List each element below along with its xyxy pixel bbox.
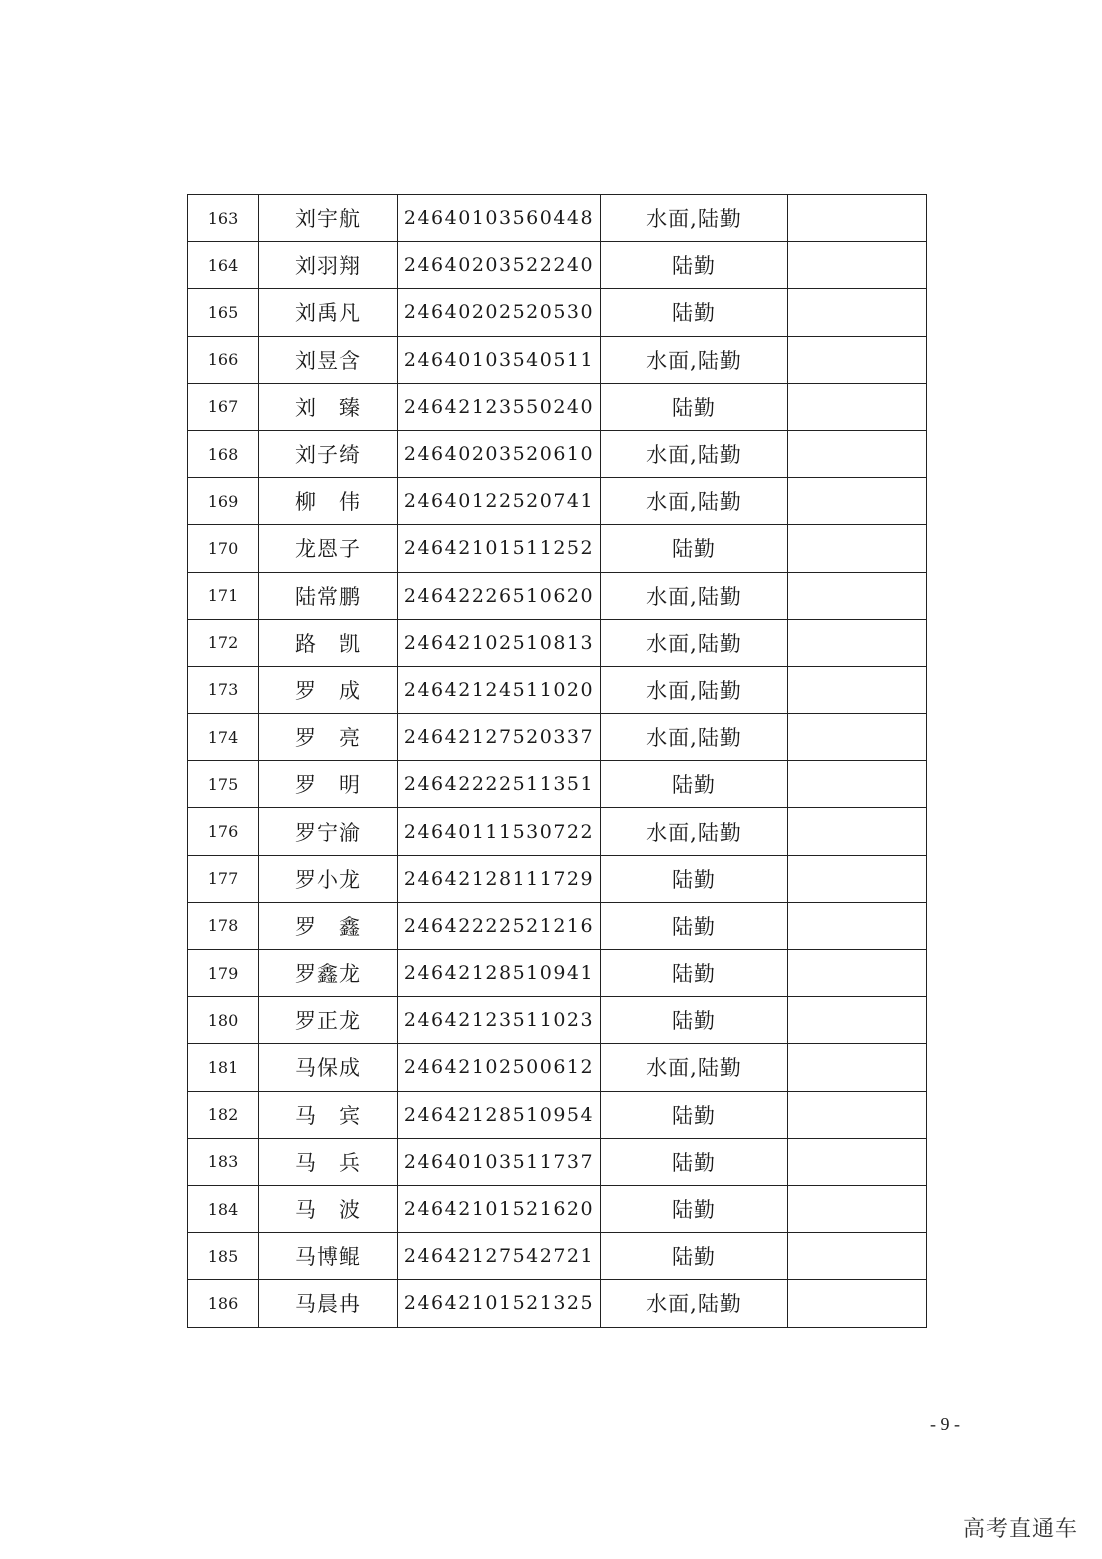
remark xyxy=(788,1044,927,1091)
candidate-id: 24642102510813 xyxy=(398,619,601,666)
candidate-id: 24642128510941 xyxy=(398,950,601,997)
candidate-id: 24642101521325 xyxy=(398,1280,601,1327)
remark xyxy=(788,997,927,1044)
candidate-id: 24642124511020 xyxy=(398,666,601,713)
remark xyxy=(788,1091,927,1138)
candidate-id: 24640203520610 xyxy=(398,430,601,477)
remark xyxy=(788,761,927,808)
category: 水面,陆勤 xyxy=(601,1280,788,1327)
candidate-name: 柳 伟 xyxy=(259,478,398,525)
category: 陆勤 xyxy=(601,997,788,1044)
remark xyxy=(788,902,927,949)
category: 陆勤 xyxy=(601,902,788,949)
candidate-name: 马保成 xyxy=(259,1044,398,1091)
row-number: 183 xyxy=(188,1138,259,1185)
candidate-name: 刘 臻 xyxy=(259,383,398,430)
table-row xyxy=(188,761,927,808)
row-number: 166 xyxy=(188,336,259,383)
row-number: 185 xyxy=(188,1233,259,1280)
table-row xyxy=(188,242,927,289)
remark xyxy=(788,383,927,430)
candidate-table xyxy=(187,194,927,1328)
row-number: 173 xyxy=(188,666,259,713)
table-row xyxy=(188,383,927,430)
category: 陆勤 xyxy=(601,1185,788,1232)
category: 陆勤 xyxy=(601,383,788,430)
row-number: 172 xyxy=(188,619,259,666)
table-row xyxy=(188,619,927,666)
remark xyxy=(788,1280,927,1327)
candidate-id: 24642127520337 xyxy=(398,714,601,761)
candidate-name: 刘子绮 xyxy=(259,430,398,477)
table-row xyxy=(188,1091,927,1138)
candidate-name: 马博鲲 xyxy=(259,1233,398,1280)
category: 水面,陆勤 xyxy=(601,666,788,713)
candidate-name: 马 兵 xyxy=(259,1138,398,1185)
candidate-id: 24640103540511 xyxy=(398,336,601,383)
row-number: 184 xyxy=(188,1185,259,1232)
candidate-id: 24640203522240 xyxy=(398,242,601,289)
candidate-name: 刘昱含 xyxy=(259,336,398,383)
candidate-name: 罗 成 xyxy=(259,666,398,713)
table-row xyxy=(188,525,927,572)
row-number: 179 xyxy=(188,950,259,997)
candidate-name: 马 宾 xyxy=(259,1091,398,1138)
remark xyxy=(788,1138,927,1185)
page-number: - 9 - xyxy=(930,1414,960,1434)
table-row xyxy=(188,1233,927,1280)
candidate-id: 24642102500612 xyxy=(398,1044,601,1091)
remark xyxy=(788,950,927,997)
watermark-text: 高考直通车 xyxy=(963,1517,1079,1542)
category: 水面,陆勤 xyxy=(601,478,788,525)
remark xyxy=(788,572,927,619)
table-row xyxy=(188,1185,927,1232)
row-number: 181 xyxy=(188,1044,259,1091)
category: 水面,陆勤 xyxy=(601,714,788,761)
candidate-name: 路 凯 xyxy=(259,619,398,666)
candidate-id: 24642101521620 xyxy=(398,1185,601,1232)
category: 陆勤 xyxy=(601,1233,788,1280)
candidate-name: 罗 明 xyxy=(259,761,398,808)
category: 陆勤 xyxy=(601,1091,788,1138)
category: 陆勤 xyxy=(601,525,788,572)
candidate-id: 24642222511351 xyxy=(398,761,601,808)
row-number: 164 xyxy=(188,242,259,289)
candidate-table-body xyxy=(188,195,927,1328)
remark xyxy=(788,1233,927,1280)
category: 陆勤 xyxy=(601,1138,788,1185)
candidate-name: 马 波 xyxy=(259,1185,398,1232)
candidate-id: 24642123511023 xyxy=(398,997,601,1044)
row-number: 170 xyxy=(188,525,259,572)
candidate-name: 罗 鑫 xyxy=(259,902,398,949)
category: 水面,陆勤 xyxy=(601,808,788,855)
table-row xyxy=(188,714,927,761)
category: 陆勤 xyxy=(601,950,788,997)
table-row xyxy=(188,1280,927,1327)
candidate-name: 罗宁渝 xyxy=(259,808,398,855)
table-row xyxy=(188,195,927,242)
table-row xyxy=(188,1138,927,1185)
category: 水面,陆勤 xyxy=(601,195,788,242)
remark xyxy=(788,289,927,336)
row-number: 180 xyxy=(188,997,259,1044)
candidate-name: 陆常鹏 xyxy=(259,572,398,619)
remark xyxy=(788,336,927,383)
row-number: 186 xyxy=(188,1280,259,1327)
row-number: 163 xyxy=(188,195,259,242)
category: 陆勤 xyxy=(601,761,788,808)
row-number: 167 xyxy=(188,383,259,430)
remark xyxy=(788,478,927,525)
candidate-id: 24640103560448 xyxy=(398,195,601,242)
remark xyxy=(788,195,927,242)
row-number: 174 xyxy=(188,714,259,761)
row-number: 178 xyxy=(188,902,259,949)
candidate-name: 刘羽翔 xyxy=(259,242,398,289)
row-number: 171 xyxy=(188,572,259,619)
table-row xyxy=(188,478,927,525)
category: 陆勤 xyxy=(601,242,788,289)
candidate-id: 24642222521216 xyxy=(398,902,601,949)
candidate-id: 24642127542721 xyxy=(398,1233,601,1280)
remark xyxy=(788,666,927,713)
category: 水面,陆勤 xyxy=(601,619,788,666)
row-number: 168 xyxy=(188,430,259,477)
table-row xyxy=(188,950,927,997)
candidate-id: 24642128510954 xyxy=(398,1091,601,1138)
candidate-id: 24640111530722 xyxy=(398,808,601,855)
candidate-name: 马晨冉 xyxy=(259,1280,398,1327)
candidate-name: 龙恩子 xyxy=(259,525,398,572)
category: 陆勤 xyxy=(601,855,788,902)
table-row xyxy=(188,1044,927,1091)
remark xyxy=(788,525,927,572)
remark xyxy=(788,855,927,902)
table-row xyxy=(188,666,927,713)
candidate-id: 24642226510620 xyxy=(398,572,601,619)
table-row xyxy=(188,289,927,336)
candidate-id: 24642128111729 xyxy=(398,855,601,902)
remark xyxy=(788,714,927,761)
remark xyxy=(788,808,927,855)
candidate-name: 罗 亮 xyxy=(259,714,398,761)
row-number: 169 xyxy=(188,478,259,525)
candidate-name: 刘禹凡 xyxy=(259,289,398,336)
table-row xyxy=(188,430,927,477)
candidate-id: 24642123550240 xyxy=(398,383,601,430)
candidate-name: 刘宇航 xyxy=(259,195,398,242)
remark xyxy=(788,242,927,289)
candidate-id: 24640103511737 xyxy=(398,1138,601,1185)
table-row xyxy=(188,572,927,619)
candidate-id: 24640202520530 xyxy=(398,289,601,336)
row-number: 182 xyxy=(188,1091,259,1138)
category: 水面,陆勤 xyxy=(601,336,788,383)
remark xyxy=(788,1185,927,1232)
remark xyxy=(788,430,927,477)
category: 陆勤 xyxy=(601,289,788,336)
category: 水面,陆勤 xyxy=(601,1044,788,1091)
table-row xyxy=(188,855,927,902)
row-number: 176 xyxy=(188,808,259,855)
category: 水面,陆勤 xyxy=(601,572,788,619)
candidate-name: 罗小龙 xyxy=(259,855,398,902)
table-row xyxy=(188,808,927,855)
candidate-id: 24642101511252 xyxy=(398,525,601,572)
table-row xyxy=(188,902,927,949)
candidate-name: 罗正龙 xyxy=(259,997,398,1044)
table-row xyxy=(188,997,927,1044)
remark xyxy=(788,619,927,666)
category: 水面,陆勤 xyxy=(601,430,788,477)
row-number: 165 xyxy=(188,289,259,336)
row-number: 177 xyxy=(188,855,259,902)
table-row xyxy=(188,336,927,383)
candidate-id: 24640122520741 xyxy=(398,478,601,525)
row-number: 175 xyxy=(188,761,259,808)
candidate-name: 罗鑫龙 xyxy=(259,950,398,997)
